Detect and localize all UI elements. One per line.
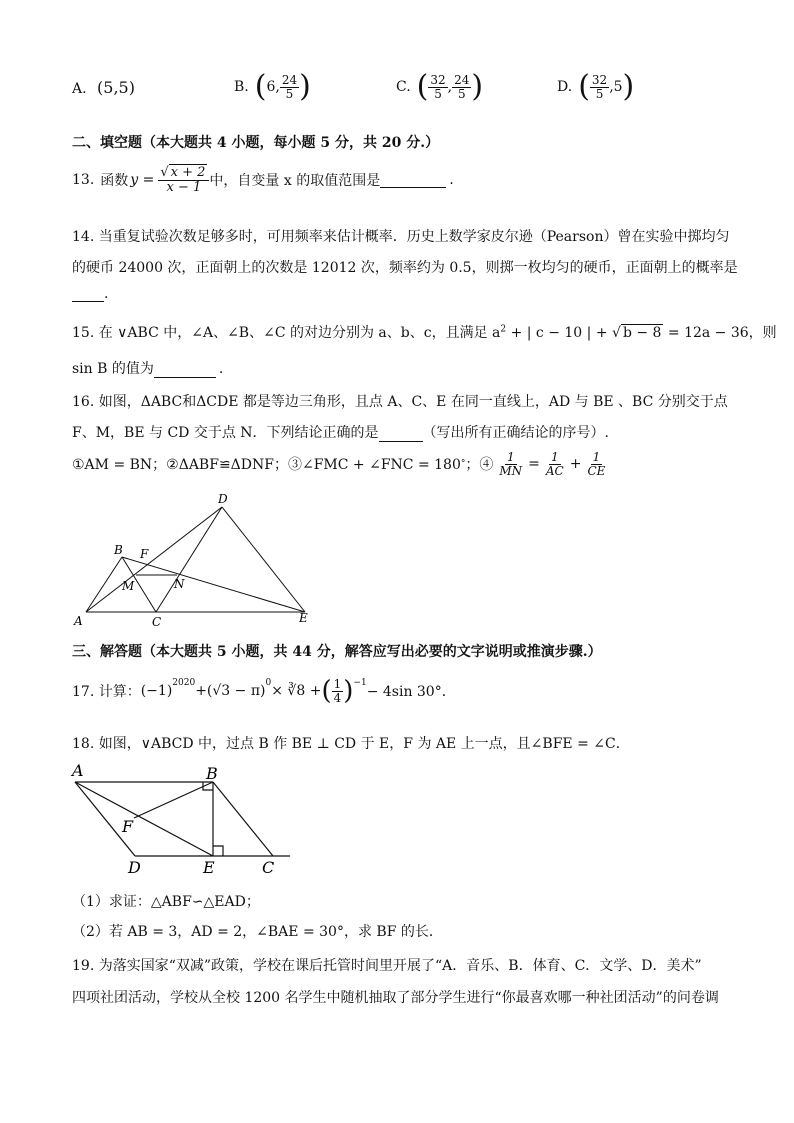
fig18-label-c: C xyxy=(262,858,275,877)
fig16-label-f: F xyxy=(140,547,149,561)
q17-fraction: $\frac{1}{4}$ xyxy=(333,677,342,705)
fig18-line-bc xyxy=(213,782,273,856)
fig16-label-c: C xyxy=(152,615,162,629)
fig16-label-e: E xyxy=(299,611,308,625)
fig18-line-ae xyxy=(75,782,213,856)
fig18-label-d: D xyxy=(128,858,141,877)
question-14-line-3: . xyxy=(72,286,108,302)
fig16-line-ad xyxy=(86,507,222,612)
fig16-label-d: D xyxy=(218,492,228,506)
fig16-label-a: A xyxy=(74,614,83,628)
question-15-line-1: 15. 在 ∨ABC 中，∠A、∠B、∠C 的对边分别为 a、b、c，且满足 $a^2$ + | c − 10 | + √ b − 8 = 12a − 36，则 xyxy=(72,324,777,341)
question-14-line-1: 14. 当重复试验次数足够多时，可用频率来估计概率．历史上数学家皮尔逊（Pearson）曾在实验中掷均匀 xyxy=(72,229,730,245)
fig18-label-e: E xyxy=(203,858,215,877)
q14-answer-blank[interactable] xyxy=(72,287,104,302)
question-14-line-2: 的硬币 24000 次，正面朝上的次数是 12012 次，频率约为 0.5，则掷一枚均匀的硬币，正面朝上的概率是 xyxy=(72,260,738,276)
question-15-line-2: sin B 的值为 . xyxy=(72,361,224,377)
fig16-line-de xyxy=(222,507,305,612)
question-13: 13. 函数 y = $\frac{√ x + 2}{x - 1}$ 中，自变量 x 的取值范围是 . xyxy=(72,165,454,195)
q13-answer-blank[interactable] xyxy=(380,173,446,188)
question-16-line-3: ①AM = BN；②ΔABF≌ΔDNF；③∠FMC + ∠FNC = 180 ° ；④ $\frac{1}{MN}$ = $\frac{1}{AC}$ + $\frac{1}{CE}$ xyxy=(72,450,606,478)
fig18-right-angle-e xyxy=(213,846,223,856)
fig16-label-b: B xyxy=(114,543,123,557)
option-b: B. ( 6, $\frac{24}{5}$ ) xyxy=(234,69,311,104)
section-2-title: 二、填空题（本大题共 4 小题，每小题 5 分，共 20 分.） xyxy=(72,135,440,151)
option-d: D. ( $\frac{32}{5}$ ,5 ) xyxy=(557,69,635,104)
question-19-line-1: 19. 为落实国家“双减”政策，学校在课后托管时间里开展了“A．音乐、B．体育、C．文学、D．美术” xyxy=(72,958,702,974)
option-a: A. (5,5) xyxy=(72,78,135,97)
figure-18 xyxy=(70,760,300,880)
option-c-fraction-2: $\frac{24}{5}$ xyxy=(454,72,470,101)
q16-answer-blank[interactable] xyxy=(379,427,423,442)
fig16-label-n: N xyxy=(174,577,185,591)
q16-fraction-ac: $\frac{1}{AC}$ xyxy=(545,450,564,478)
q13-fraction: $\frac{√ x + 2}{x - 1}$ xyxy=(158,166,209,194)
q16-fraction-ce: $\frac{1}{CE}$ xyxy=(587,450,606,478)
q15-answer-blank[interactable] xyxy=(154,363,216,378)
option-c-fraction-1: $\frac{32}{5}$ xyxy=(430,72,446,101)
question-18-line-1: 18. 如图，∨ABCD 中，过点 B 作 BE ⊥ CD 于 E，F 为 AE 上一点，且∠BFE = ∠C． xyxy=(72,736,630,752)
fig18-label-a: A xyxy=(72,761,84,780)
fig16-line-cd xyxy=(156,507,222,612)
question-19-line-2: 四项社团活动，学校从全校 1200 名学生中随机抽取了部分学生进行“你最喜欢哪一种社团活动”的问卷调 xyxy=(72,990,719,1006)
question-18-part-1: （1）求证：△ABF∽△EAD； xyxy=(72,894,260,910)
question-16-line-2: F、M，BE 与 CD 交于点 N．下列结论正确的是 （写出所有正确结论的序号）. xyxy=(72,425,609,441)
option-c: C. ( $\frac{32}{5}$ , $\frac{24}{5}$ ) xyxy=(396,69,484,104)
question-17: 17. 计算： (−1) $^{2020}$ + (√3 − π) $^0$ × ∛8 + ( $\frac{1}{4}$ ) $^{-1}$ − 4sin 30°． xyxy=(72,676,456,707)
figure-16 xyxy=(70,492,330,632)
q16-fraction-mn: $\frac{1}{MN}$ xyxy=(499,450,523,478)
fig18-label-f: F xyxy=(122,817,134,836)
fig16-line-ab xyxy=(86,557,122,612)
option-d-fraction: $\frac{32}{5}$ xyxy=(591,72,608,101)
section-3-title: 三、解答题（本大题共 5 小题，共 44 分，解答应写出必要的文字说明或推演步骤.） xyxy=(72,644,602,660)
fig16-line-be xyxy=(122,557,305,612)
question-18-part-2: （2）若 AB = 3，AD = 2，∠BAE = 30°，求 BF 的长． xyxy=(72,924,443,940)
question-16-line-1: 16. 如图，ΔABC和ΔCDE 都是等边三角形，且点 A、C、E 在同一直线上，AD 与 BE 、BC 分别交于点 xyxy=(72,394,728,410)
fig16-label-m: M xyxy=(122,579,135,593)
option-b-fraction: $\frac{24}{5}$ xyxy=(281,72,298,101)
fig18-line-bf xyxy=(134,782,213,818)
fig18-label-b: B xyxy=(206,764,218,783)
